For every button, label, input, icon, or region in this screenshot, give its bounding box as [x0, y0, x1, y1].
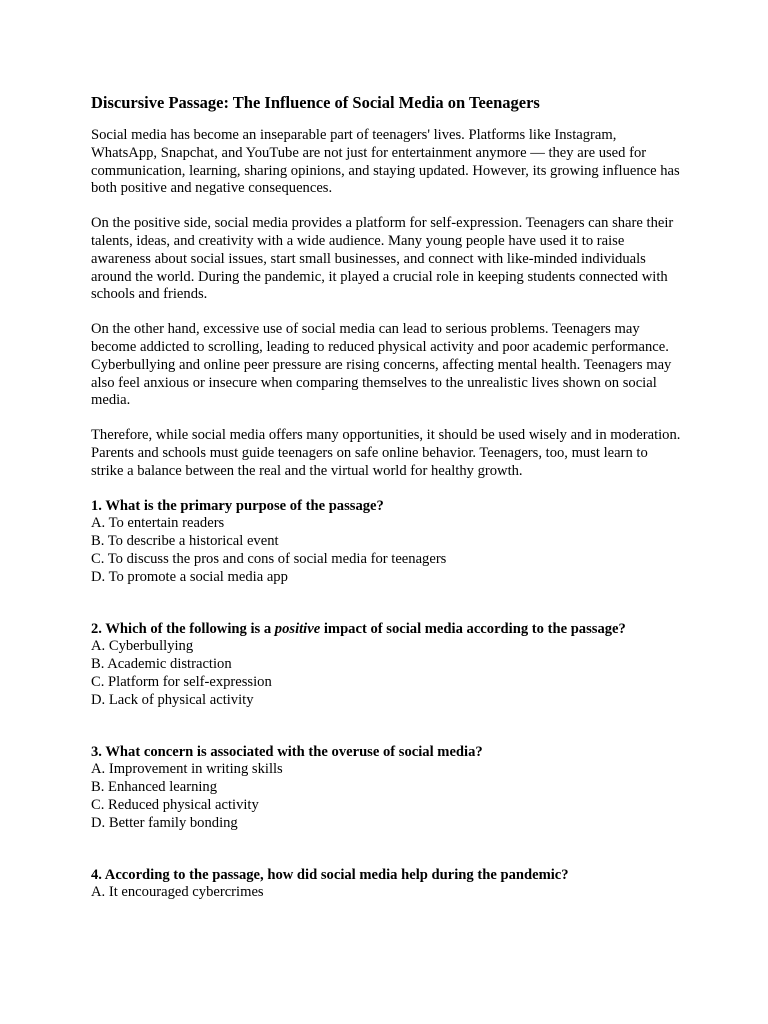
- question-3-text: 3. What concern is associated with the overuse of social media?: [91, 743, 483, 760]
- question-1-option-a: A. To entertain readers: [91, 515, 225, 532]
- question-2-text-before: 2. Which of the following is a: [91, 620, 275, 637]
- question-3-option-d: D. Better family bonding: [91, 814, 238, 831]
- question-2-option-b: B. Academic distraction: [91, 656, 232, 673]
- question-2-text-emphasis: positive: [274, 620, 321, 637]
- question-1-option-b: B. To describe a historical event: [91, 533, 279, 550]
- paragraph-negative: On the other hand, excessive use of social media can lead to serious problems. Teenagers may become addicted to scrolling, leading to reduced physical activity and poor academic performance. Cyberbullying and online peer pressure are rising concerns, affecting mental health. Teenagers may also feel anxious or insecure when comparing themselves to the unrealistic lives shown on social media.: [91, 321, 672, 409]
- question-1-text: 1. What is the primary purpose of the passage?: [91, 497, 384, 514]
- question-2-option-d: D. Lack of physical activity: [91, 691, 254, 708]
- document-page: [91, 93, 681, 902]
- question-3: [91, 744, 681, 833]
- question-3-option-c: C. Reduced physical activity: [91, 796, 259, 813]
- question-2-option-a: A. Cyberbullying: [91, 638, 194, 655]
- question-2: [91, 621, 681, 710]
- question-2-text: [91, 621, 681, 639]
- paragraph-intro: Social media has become an inseparable part of teenagers' lives. Platforms like Instagram, WhatsApp, Snapchat, and YouTube are not just for entertainment anymore — they are used for communication, learning, sharing opinions, and staying updated. However, its growing influence has both positive and negative consequences.: [91, 127, 680, 197]
- question-1-option-d: D. To promote a social media app: [91, 568, 288, 585]
- question-4: [91, 867, 681, 903]
- question-2-option-c: C. Platform for self-expression: [91, 673, 272, 690]
- question-4-text: 4. According to the passage, how did social media help during the pandemic?: [91, 866, 569, 883]
- question-2-text-after: impact of social media according to the passage?: [320, 620, 626, 637]
- passage-title: Discursive Passage: The Influence of Social Media on Teenagers: [91, 93, 540, 112]
- question-1: [91, 498, 681, 587]
- paragraph-positive: On the positive side, social media provides a platform for self-expression. Teenagers can share their talents, ideas, and creativity with a wide audience. Many young people have used it to raise awareness about social issues, start small businesses, and connect with like-minded individuals around the world. During the pandemic, it played a crucial role in keeping students connected with schools and friends.: [91, 215, 674, 303]
- question-3-option-a: A. Improvement in writing skills: [91, 761, 283, 778]
- question-4-option-a: A. It encouraged cybercrimes: [91, 884, 264, 901]
- question-3-option-b: B. Enhanced learning: [91, 779, 218, 796]
- question-1-option-c: C. To discuss the pros and cons of social media for teenagers: [91, 550, 447, 567]
- paragraph-conclusion: Therefore, while social media offers many opportunities, it should be used wisely and in moderation. Parents and schools must guide teenagers on safe online behavior. Teenagers, too, must learn to strike a balance between the real and the virtual world for healthy growth.: [91, 427, 681, 479]
